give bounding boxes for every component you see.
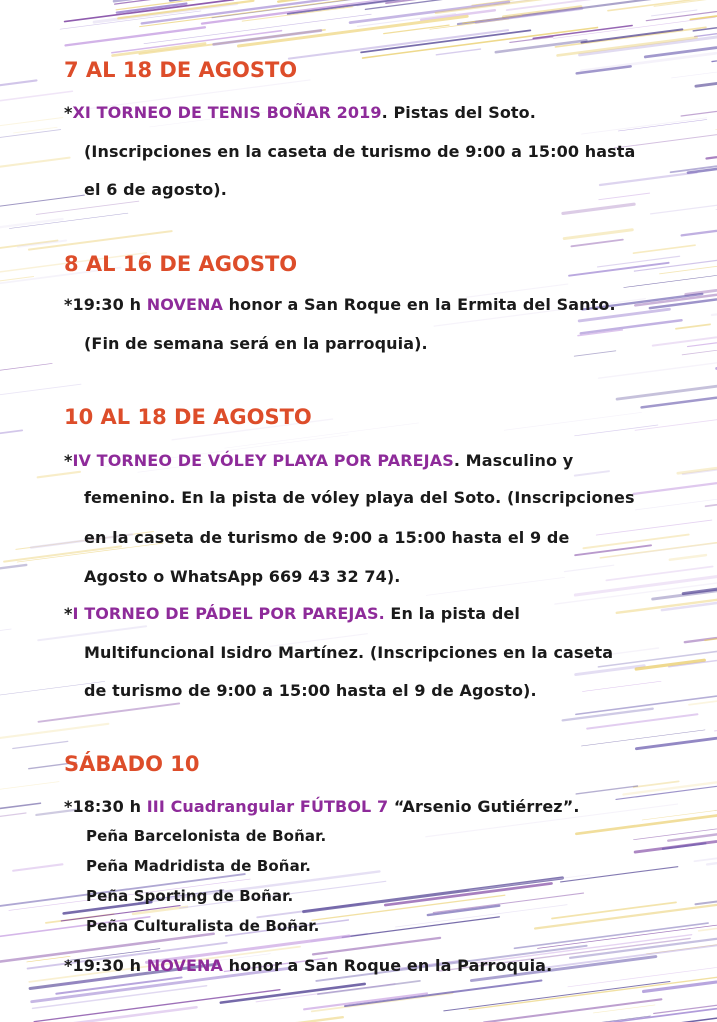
event-novena-ermita-line-2: (Fin de semana será en la parroquia). (84, 334, 428, 353)
event-voley: *IV TORNEO DE VÓLEY PLAYA POR PAREJAS. Masculino y (64, 451, 574, 470)
event-title-tenis: XI TORNEO DE TENIS BOÑAR 2019 (72, 103, 382, 122)
event-tenis: *XI TORNEO DE TENIS BOÑAR 2019. Pistas del Soto. (64, 103, 536, 122)
event-tenis-line-2: (Inscripciones en la caseta de turismo de 9:00 a 15:00 hasta (84, 142, 636, 161)
section-heading-10-18-agosto: 10 AL 18 DE AGOSTO (64, 405, 312, 429)
event-title-novena-parroquia: NOVENA (146, 956, 223, 975)
event-title-novena: NOVENA (146, 295, 223, 314)
event-padel: *I TORNEO DE PÁDEL POR PAREJAS. En la pista del (64, 604, 520, 623)
event-tenis-line-3: el 6 de agosto). (84, 180, 227, 199)
event-voley-line-3: en la caseta de turismo de 9:00 a 15:00 hasta el 9 de (84, 528, 570, 547)
team-list-item: Peña Sporting de Boñar. (86, 887, 294, 905)
event-padel-line-2: Multifuncional Isidro Martínez. (Inscripciones en la caseta (84, 643, 614, 662)
event-title-padel: I TORNEO DE PÁDEL POR PAREJAS. (72, 604, 385, 623)
event-title-futbol: III Cuadrangular FÚTBOL 7 (146, 797, 389, 816)
section-heading-7-18-agosto: 7 AL 18 DE AGOSTO (64, 58, 298, 82)
event-title-voley: IV TORNEO DE VÓLEY PLAYA POR PAREJAS (72, 451, 454, 470)
team-list-item: Peña Culturalista de Boñar. (86, 917, 320, 935)
team-list-item: Peña Madridista de Boñar. (86, 857, 311, 875)
event-voley-line-2: femenino. En la pista de vóley playa del Soto. (Inscripciones (84, 488, 635, 507)
event-padel-line-3: de turismo de 9:00 a 15:00 hasta el 9 de Agosto). (84, 681, 537, 700)
section-heading-sabado-10: SÁBADO 10 (64, 752, 200, 776)
event-novena-parroquia: *19:30 h NOVENA honor a San Roque en la Parroquia. (64, 956, 553, 975)
event-voley-line-4: Agosto o WhatsApp 669 43 32 74). (84, 567, 401, 586)
event-novena-ermita: *19:30 h NOVENA honor a San Roque en la Ermita del Santo. (64, 295, 616, 314)
team-list-item: Peña Barcelonista de Boñar. (86, 827, 327, 845)
section-heading-8-16-agosto: 8 AL 16 DE AGOSTO (64, 252, 298, 276)
event-futbol: *18:30 h III Cuadrangular FÚTBOL 7 “Arsenio Gutiérrez”. (64, 797, 580, 816)
